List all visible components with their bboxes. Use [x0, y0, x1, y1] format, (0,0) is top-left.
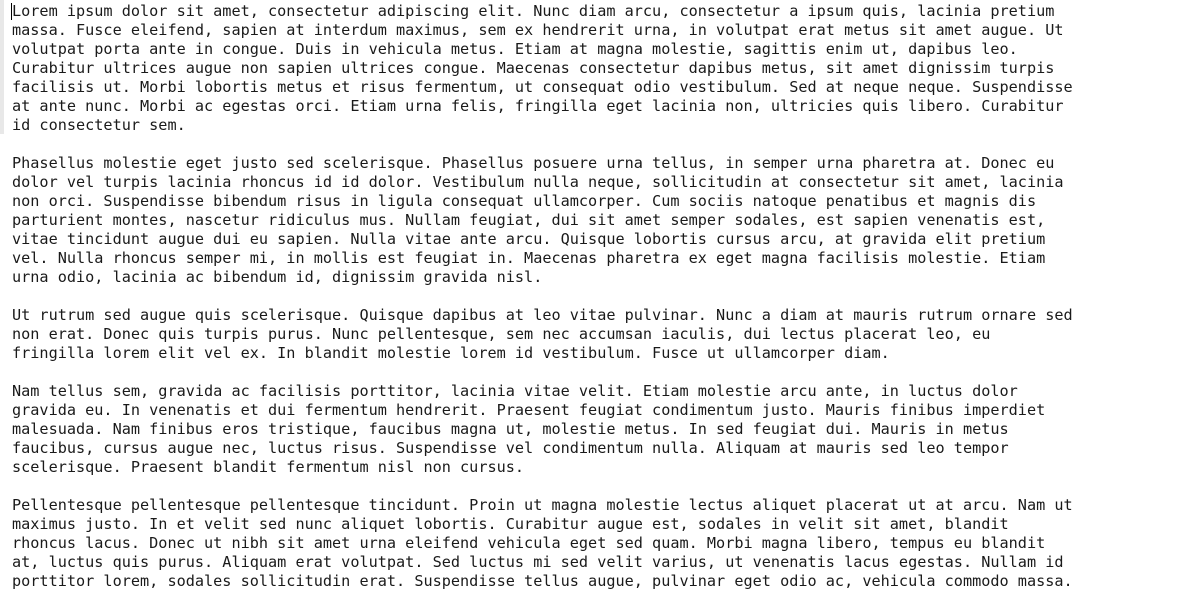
paragraph [12, 382, 1178, 477]
text-line: volutpat porta ante in congue. Duis in vehicula metus. Etiam at magna molestie, sagittis enim ut, dapibus leo. [12, 40, 1018, 58]
text-line: fringilla lorem elit vel ex. In blandit molestie lorem id vestibulum. Fusce ut ullamcorper diam. [12, 344, 890, 362]
text-line: vel. Nulla rhoncus semper mi, in mollis est feugiat in. Maecenas pharetra ex eget magna facilisis molestie. Etiam [12, 249, 1046, 267]
paragraph [12, 2, 1178, 135]
paragraph [12, 154, 1178, 287]
paragraph [12, 496, 1178, 591]
text-line: gravida eu. In venenatis et dui fermentum hendrerit. Praesent feugiat condimentum justo. Mauris finibus imperdiet [12, 401, 1046, 419]
text-line: faucibus, cursus augue nec, luctus risus. Suspendisse vel condimentum nulla. Aliquam at mauris sed leo tempor [12, 439, 1009, 457]
text-line: dolor vel turpis lacinia rhoncus id id dolor. Vestibulum nulla neque, sollicitudin at consectetur sit amet, lacinia [12, 173, 1064, 191]
text-line: at, luctus quis purus. Aliquam erat volutpat. Sed luctus mi sed velit varius, ut venenatis lacus egestas. Nullam id [12, 553, 1064, 571]
text-line: Phasellus molestie eget justo sed scelerisque. Phasellus posuere urna tellus, in semper urna pharetra at. Donec eu [12, 154, 1055, 172]
text-line: at ante nunc. Morbi ac egestas orci. Etiam urna felis, fringilla eget lacinia non, ultricies quis libero. Curabitur [12, 97, 1064, 115]
text-line: Curabitur ultrices augue non sapien ultrices congue. Maecenas consectetur dapibus metus, sit amet dignissim turpis [12, 59, 1055, 77]
text-line: porttitor lorem, sodales sollicitudin erat. Suspendisse tellus augue, pulvinar eget odio ac, vehicula commodo massa. [12, 572, 1073, 590]
text-content-area[interactable] [12, 2, 1178, 600]
text-line: Pellentesque pellentesque pellentesque tincidunt. Proin ut magna molestie lectus aliquet placerat ut at arcu. Nam ut [12, 496, 1073, 514]
text-line: malesuada. Nam finibus eros tristique, faucibus magna ut, molestie metus. In sed feugiat dui. Mauris in metus [12, 420, 1009, 438]
text-line: rhoncus lacus. Donec ut nibh sit amet urna eleifend vehicula eget sed quam. Morbi magna libero, tempus eu blandit [12, 534, 1046, 552]
text-line: facilisis ut. Morbi lobortis metus et risus fermentum, ut consequat odio vestibulum. Sed at neque neque. Suspendisse [12, 78, 1073, 96]
text-line: Ut rutrum sed augue quis scelerisque. Quisque dapibus at leo vitae pulvinar. Nunc a diam at mauris rutrum ornare sed [12, 306, 1073, 324]
text-line: non orci. Suspendisse bibendum risus in ligula consequat ullamcorper. Cum sociis natoque penatibus et magnis dis [12, 192, 1037, 210]
text-line: massa. Fusce eleifend, sapien at interdum maximus, sem ex hendrerit urna, in volutpat erat metus sit amet augue. Ut [12, 21, 1064, 39]
text-line: scelerisque. Praesent blandit fermentum nisl non cursus. [12, 458, 525, 476]
text-line: maximus justo. In et velit sed nunc aliquet lobortis. Curabitur augue est, sodales in velit sit amet, blandit [12, 515, 1009, 533]
text-line: vitae tincidunt augue dui eu sapien. Nulla vitae ante arcu. Quisque lobortis cursus arcu, at gravida elit pretium [12, 230, 1046, 248]
paragraph [12, 306, 1178, 363]
current-paragraph-marker [0, 0, 4, 134]
text-line: non erat. Donec quis turpis purus. Nunc pellentesque, sem nec accumsan iaculis, dui lectus placerat leo, eu [12, 325, 991, 343]
text-line: id consectetur sem. [12, 116, 186, 134]
text-line: Lorem ipsum dolor sit amet, consectetur adipiscing elit. Nunc diam arcu, consectetur a ipsum quis, lacinia pretium [12, 2, 1055, 20]
text-line: urna odio, lacinia ac bibendum id, dignissim gravida nisl. [12, 268, 543, 286]
text-line: parturient montes, nascetur ridiculus mus. Nullam feugiat, dui sit amet semper sodales, est sapien venenatis est, [12, 211, 1046, 229]
text-line: Nam tellus sem, gravida ac facilisis porttitor, lacinia vitae velit. Etiam molestie arcu ante, in luctus dolor [12, 382, 1018, 400]
